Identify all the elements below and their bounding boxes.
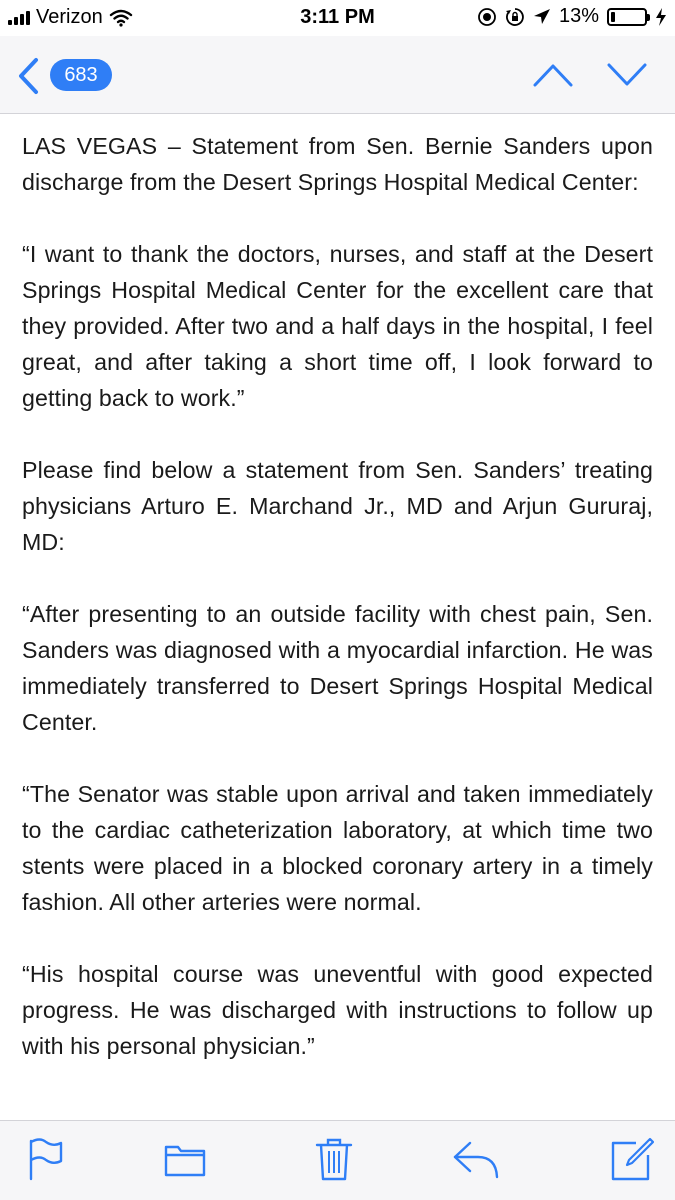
- email-paragraph: LAS VEGAS – Statement from Sen. Bernie Sanders upon discharge from the Desert Springs Hospital Medical Center:: [22, 133, 653, 195]
- folder-icon[interactable]: [164, 1137, 206, 1181]
- status-bar: [0, 0, 675, 36]
- message-count-badge[interactable]: 683: [50, 59, 112, 91]
- battery-icon: [607, 8, 647, 26]
- location-icon: [533, 8, 551, 26]
- status-right: [477, 5, 667, 28]
- carrier-name: Verizon: [36, 6, 103, 28]
- email-paragraph: “His hospital course was uneventful with good expected progress. He was discharged with instructions to follow up with his personal physician.”: [22, 961, 653, 1059]
- chevron-down-icon[interactable]: [606, 60, 648, 90]
- reply-icon[interactable]: [452, 1137, 500, 1181]
- trash-icon[interactable]: [314, 1137, 354, 1181]
- screen-record-icon: [477, 7, 497, 27]
- email-body: [22, 128, 653, 1108]
- chevron-left-icon[interactable]: [14, 56, 44, 96]
- email-paragraph: “After presenting to an outside facility with chest pain, Sen. Sanders was diagnosed with a myocardial infarction. He was immediately transferred to Desert Springs Hospital Medical Center.: [22, 601, 653, 735]
- email-paragraph: Please find below a statement from Sen. Sanders’ treating physicians Arturo E. Marchand Jr., MD and Arjun Gururaj, MD:: [22, 457, 653, 555]
- battery-level: [611, 12, 615, 22]
- mail-toolbar: [0, 1120, 675, 1200]
- email-paragraph: “I want to thank the doctors, nurses, and staff at the Desert Springs Hospital Medical Center for the excellent care that they provided. After two and a half days in the hospital, I feel great, and after taking a short time off, I look forward to getting back to work.”: [22, 241, 653, 411]
- compose-icon[interactable]: [610, 1137, 654, 1181]
- charging-icon: [655, 8, 667, 26]
- email-paragraph: “The Senator was stable upon arrival and taken immediately to the cardiac catheterization laboratory, at which time two stents were placed in a blocked coronary artery in a timely fashion. All other arteries were normal.: [22, 781, 653, 915]
- status-time: 3:11 PM: [300, 6, 375, 28]
- mail-nav-bar: [0, 36, 675, 114]
- rotation-lock-icon: [505, 7, 525, 27]
- chevron-up-icon[interactable]: [532, 60, 574, 90]
- flag-icon[interactable]: [26, 1137, 66, 1181]
- battery-percent: 13%: [558, 5, 599, 27]
